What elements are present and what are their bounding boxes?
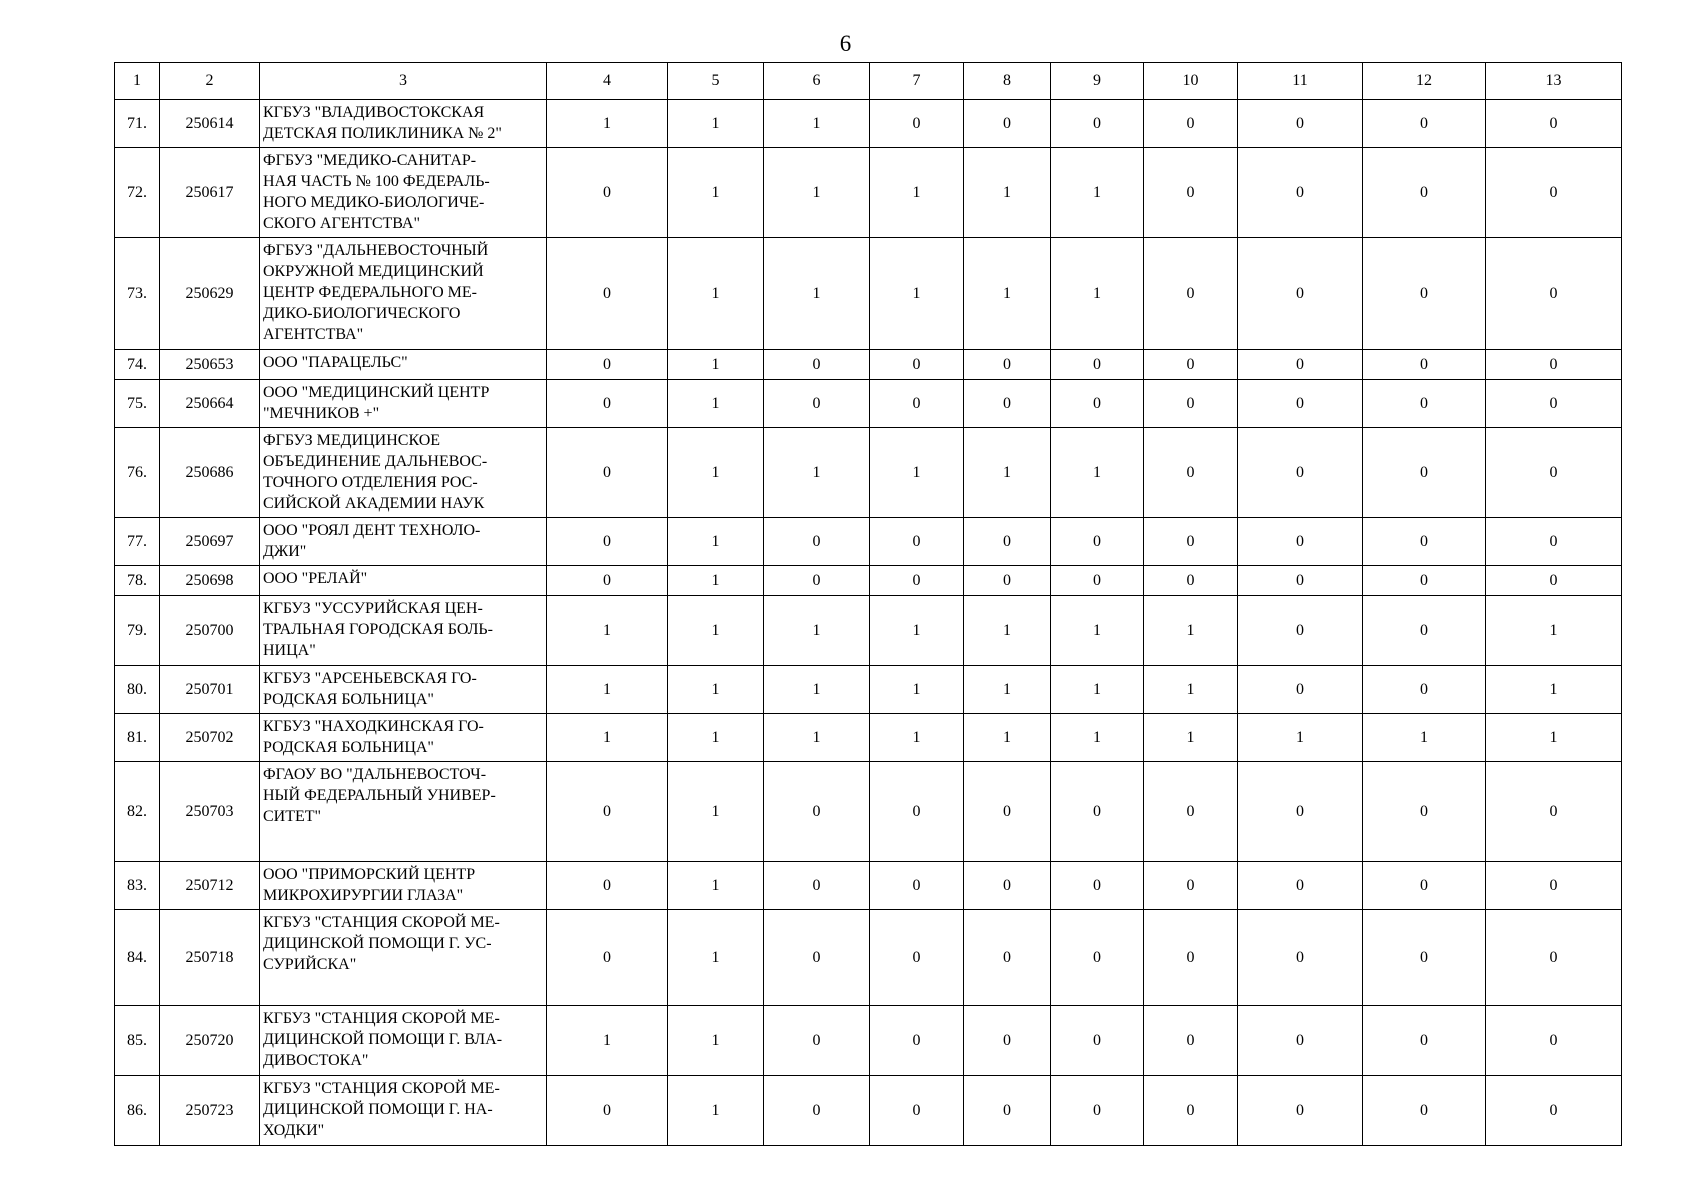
value-cell: 1: [764, 666, 870, 714]
organization-name: ООО "МЕДИЦИНСКИЙ ЦЕНТР "МЕЧНИКОВ +": [260, 380, 547, 428]
value-cell: 0: [964, 380, 1051, 428]
value-cell: 1: [547, 1006, 668, 1076]
value-cell: 0: [547, 1076, 668, 1146]
value-cell: 1: [668, 350, 764, 380]
value-cell: 0: [870, 862, 964, 910]
value-cell: 1: [668, 910, 764, 1006]
row-number: 78.: [115, 566, 160, 596]
value-cell: 0: [1486, 910, 1622, 1006]
organization-code: 250653: [160, 350, 260, 380]
value-cell: 1: [870, 596, 964, 666]
value-cell: 0: [1144, 380, 1238, 428]
organization-name: ООО "ПРИМОРСКИЙ ЦЕНТР МИКРОХИРУРГИИ ГЛАЗА": [260, 862, 547, 910]
value-cell: 1: [1144, 596, 1238, 666]
organization-code: 250697: [160, 518, 260, 566]
value-cell: 0: [1144, 1076, 1238, 1146]
table-row: [115, 518, 1622, 566]
row-number: 82.: [115, 762, 160, 862]
value-cell: 0: [1238, 428, 1363, 518]
row-number: 86.: [115, 1076, 160, 1146]
organization-name: ФГБУЗ "ДАЛЬНЕВОСТОЧНЫЙ ОКРУЖНОЙ МЕДИЦИНСКИЙ ЦЕНТР ФЕДЕРАЛЬНОГО МЕ- ДИКО-БИОЛОГИЧЕСКОГО АГЕНТСТВА": [260, 238, 547, 350]
table-row: [115, 1006, 1622, 1076]
value-cell: 0: [1486, 380, 1622, 428]
value-cell: 1: [764, 596, 870, 666]
value-cell: 0: [1238, 518, 1363, 566]
value-cell: 0: [547, 238, 668, 350]
organization-code: 250617: [160, 148, 260, 238]
organization-name: ООО "РЕЛАЙ": [260, 566, 547, 596]
organization-name: КГБУЗ "СТАНЦИЯ СКОРОЙ МЕ- ДИЦИНСКОЙ ПОМОЩИ Г. УС- СУРИЙСКА": [260, 910, 547, 1006]
value-cell: 0: [1144, 566, 1238, 596]
value-cell: 0: [1051, 1006, 1144, 1076]
value-cell: 0: [1363, 148, 1486, 238]
column-header: 11: [1238, 63, 1363, 100]
row-number: 71.: [115, 100, 160, 148]
value-cell: 0: [964, 862, 1051, 910]
column-header: 9: [1051, 63, 1144, 100]
value-cell: 0: [764, 350, 870, 380]
table-row: [115, 350, 1622, 380]
column-header: 13: [1486, 63, 1622, 100]
value-cell: 0: [1238, 666, 1363, 714]
organization-code: 250686: [160, 428, 260, 518]
value-cell: 0: [1144, 1006, 1238, 1076]
organization-name: ФГБУЗ МЕДИЦИНСКОЕ ОБЪЕДИНЕНИЕ ДАЛЬНЕВОС- ТОЧНОГО ОТДЕЛЕНИЯ РОС- СИЙСКОЙ АКАДЕМИИ НАУК: [260, 428, 547, 518]
value-cell: 0: [1363, 666, 1486, 714]
value-cell: 1: [668, 1076, 764, 1146]
value-cell: 0: [1363, 910, 1486, 1006]
value-cell: 1: [870, 148, 964, 238]
row-number: 84.: [115, 910, 160, 1006]
value-cell: 0: [764, 518, 870, 566]
table-row: [115, 714, 1622, 762]
table-row: [115, 238, 1622, 350]
row-number: 79.: [115, 596, 160, 666]
value-cell: 1: [964, 666, 1051, 714]
data-table: [114, 62, 1622, 1146]
value-cell: 1: [668, 596, 764, 666]
value-cell: 0: [764, 862, 870, 910]
value-cell: 0: [1363, 238, 1486, 350]
value-cell: 0: [1238, 762, 1363, 862]
row-number: 76.: [115, 428, 160, 518]
value-cell: 0: [1486, 100, 1622, 148]
value-cell: 1: [964, 428, 1051, 518]
value-cell: 1: [1486, 714, 1622, 762]
organization-name: КГБУЗ "АРСЕНЬЕВСКАЯ ГО- РОДСКАЯ БОЛЬНИЦА": [260, 666, 547, 714]
value-cell: 1: [668, 100, 764, 148]
row-number: 72.: [115, 148, 160, 238]
value-cell: 0: [764, 1006, 870, 1076]
value-cell: 1: [764, 238, 870, 350]
value-cell: 0: [547, 350, 668, 380]
table-row: [115, 380, 1622, 428]
value-cell: 0: [870, 380, 964, 428]
value-cell: 0: [1051, 1076, 1144, 1146]
value-cell: 1: [547, 714, 668, 762]
table-row: [115, 566, 1622, 596]
value-cell: 1: [870, 428, 964, 518]
value-cell: 0: [1486, 566, 1622, 596]
value-cell: 0: [1238, 566, 1363, 596]
value-cell: 0: [1363, 380, 1486, 428]
column-header: 10: [1144, 63, 1238, 100]
column-header: 3: [260, 63, 547, 100]
value-cell: 1: [668, 238, 764, 350]
value-cell: 0: [870, 1076, 964, 1146]
value-cell: 1: [668, 1006, 764, 1076]
organization-name: ООО "ПАРАЦЕЛЬС": [260, 350, 547, 380]
value-cell: 1: [1051, 714, 1144, 762]
row-number: 73.: [115, 238, 160, 350]
value-cell: 0: [870, 910, 964, 1006]
value-cell: 1: [1051, 148, 1144, 238]
value-cell: 0: [1144, 910, 1238, 1006]
organization-code: 250718: [160, 910, 260, 1006]
organization-code: 250712: [160, 862, 260, 910]
organization-name: ФГБУЗ "МЕДИКО-САНИТАР- НАЯ ЧАСТЬ № 100 ФЕДЕРАЛЬ- НОГО МЕДИКО-БИОЛОГИЧЕ- СКОГО АГЕНТСТВА": [260, 148, 547, 238]
value-cell: 0: [1363, 596, 1486, 666]
value-cell: 1: [870, 238, 964, 350]
value-cell: 1: [1486, 666, 1622, 714]
column-header: 1: [115, 63, 160, 100]
value-cell: 0: [1486, 350, 1622, 380]
value-cell: 0: [1486, 148, 1622, 238]
value-cell: 0: [1051, 566, 1144, 596]
value-cell: 1: [668, 862, 764, 910]
organization-name: ФГАОУ ВО "ДАЛЬНЕВОСТОЧ- НЫЙ ФЕДЕРАЛЬНЫЙ УНИВЕР- СИТЕТ": [260, 762, 547, 862]
value-cell: 0: [1486, 762, 1622, 862]
table-row: [115, 148, 1622, 238]
organization-code: 250700: [160, 596, 260, 666]
value-cell: 1: [964, 148, 1051, 238]
value-cell: 0: [1051, 100, 1144, 148]
value-cell: 0: [1144, 100, 1238, 148]
value-cell: 0: [1363, 1076, 1486, 1146]
organization-code: 250703: [160, 762, 260, 862]
value-cell: 0: [964, 566, 1051, 596]
value-cell: 1: [668, 428, 764, 518]
value-cell: 0: [1363, 350, 1486, 380]
value-cell: 0: [964, 762, 1051, 862]
organization-name: КГБУЗ "УССУРИЙСКАЯ ЦЕН- ТРАЛЬНАЯ ГОРОДСКАЯ БОЛЬ- НИЦА": [260, 596, 547, 666]
value-cell: 0: [964, 910, 1051, 1006]
value-cell: 0: [1051, 350, 1144, 380]
column-header: 5: [668, 63, 764, 100]
organization-name: КГБУЗ "ВЛАДИВОСТОКСКАЯ ДЕТСКАЯ ПОЛИКЛИНИКА № 2": [260, 100, 547, 148]
value-cell: 0: [870, 566, 964, 596]
table-row: [115, 910, 1622, 1006]
value-cell: 1: [764, 148, 870, 238]
value-cell: 0: [547, 428, 668, 518]
value-cell: 0: [1363, 762, 1486, 862]
value-cell: 1: [668, 380, 764, 428]
value-cell: 1: [1144, 714, 1238, 762]
table-row: [115, 428, 1622, 518]
table-row: [115, 100, 1622, 148]
value-cell: 0: [547, 380, 668, 428]
value-cell: 1: [547, 666, 668, 714]
value-cell: 0: [547, 862, 668, 910]
value-cell: 0: [1238, 238, 1363, 350]
value-cell: 1: [764, 428, 870, 518]
value-cell: 1: [870, 666, 964, 714]
organization-code: 250629: [160, 238, 260, 350]
value-cell: 0: [1238, 1076, 1363, 1146]
table-row: [115, 762, 1622, 862]
value-cell: 1: [547, 100, 668, 148]
value-cell: 0: [1363, 428, 1486, 518]
value-cell: 0: [1144, 350, 1238, 380]
organization-code: 250702: [160, 714, 260, 762]
value-cell: 0: [547, 910, 668, 1006]
value-cell: 0: [1144, 518, 1238, 566]
value-cell: 0: [1238, 1006, 1363, 1076]
value-cell: 0: [1238, 862, 1363, 910]
value-cell: 0: [1238, 380, 1363, 428]
value-cell: 0: [1144, 428, 1238, 518]
value-cell: 0: [964, 1006, 1051, 1076]
value-cell: 1: [964, 238, 1051, 350]
row-number: 74.: [115, 350, 160, 380]
value-cell: 0: [1486, 862, 1622, 910]
organization-code: 250664: [160, 380, 260, 428]
value-cell: 0: [1144, 762, 1238, 862]
value-cell: 0: [1051, 518, 1144, 566]
value-cell: 0: [1363, 518, 1486, 566]
value-cell: 1: [668, 566, 764, 596]
value-cell: 1: [1051, 596, 1144, 666]
value-cell: 0: [870, 350, 964, 380]
organization-code: 250701: [160, 666, 260, 714]
value-cell: 0: [1144, 862, 1238, 910]
value-cell: 1: [1051, 238, 1144, 350]
value-cell: 0: [547, 518, 668, 566]
value-cell: 0: [1051, 380, 1144, 428]
table-row: [115, 1076, 1622, 1146]
column-header: 4: [547, 63, 668, 100]
table-row: [115, 862, 1622, 910]
value-cell: 0: [547, 762, 668, 862]
value-cell: 0: [870, 762, 964, 862]
row-number: 80.: [115, 666, 160, 714]
value-cell: 0: [1363, 862, 1486, 910]
value-cell: 0: [764, 566, 870, 596]
value-cell: 0: [764, 910, 870, 1006]
value-cell: 0: [1144, 148, 1238, 238]
value-cell: 1: [668, 666, 764, 714]
organization-code: 250720: [160, 1006, 260, 1076]
table-row: [115, 666, 1622, 714]
value-cell: 0: [1486, 428, 1622, 518]
value-cell: 0: [1486, 238, 1622, 350]
value-cell: 1: [668, 518, 764, 566]
column-header: 8: [964, 63, 1051, 100]
value-cell: 0: [1363, 1006, 1486, 1076]
value-cell: 0: [547, 566, 668, 596]
value-cell: 0: [870, 100, 964, 148]
value-cell: 0: [964, 518, 1051, 566]
value-cell: 1: [870, 714, 964, 762]
value-cell: 0: [870, 1006, 964, 1076]
row-number: 85.: [115, 1006, 160, 1076]
value-cell: 0: [1238, 596, 1363, 666]
value-cell: 1: [668, 762, 764, 862]
value-cell: 0: [1486, 1006, 1622, 1076]
organization-name: КГБУЗ "СТАНЦИЯ СКОРОЙ МЕ- ДИЦИНСКОЙ ПОМОЩИ Г. НА- ХОДКИ": [260, 1076, 547, 1146]
value-cell: 0: [1051, 910, 1144, 1006]
value-cell: 0: [1051, 762, 1144, 862]
value-cell: 0: [964, 100, 1051, 148]
value-cell: 0: [1144, 238, 1238, 350]
organization-name: КГБУЗ "НАХОДКИНСКАЯ ГО- РОДСКАЯ БОЛЬНИЦА": [260, 714, 547, 762]
organization-code: 250614: [160, 100, 260, 148]
value-cell: 0: [1363, 566, 1486, 596]
value-cell: 1: [668, 148, 764, 238]
organization-name: ООО "РОЯЛ ДЕНТ ТЕХНОЛО- ДЖИ": [260, 518, 547, 566]
value-cell: 1: [964, 714, 1051, 762]
organization-code: 250723: [160, 1076, 260, 1146]
value-cell: 1: [547, 596, 668, 666]
value-cell: 0: [1238, 148, 1363, 238]
value-cell: 1: [964, 596, 1051, 666]
column-header: 7: [870, 63, 964, 100]
organization-code: 250698: [160, 566, 260, 596]
row-number: 83.: [115, 862, 160, 910]
column-header: 6: [764, 63, 870, 100]
column-header: 2: [160, 63, 260, 100]
value-cell: 0: [1238, 350, 1363, 380]
value-cell: 0: [1486, 518, 1622, 566]
value-cell: 0: [764, 1076, 870, 1146]
header-row: [115, 63, 1622, 100]
row-number: 75.: [115, 380, 160, 428]
organization-name: КГБУЗ "СТАНЦИЯ СКОРОЙ МЕ- ДИЦИНСКОЙ ПОМОЩИ Г. ВЛА- ДИВОСТОКА": [260, 1006, 547, 1076]
value-cell: 0: [964, 350, 1051, 380]
page-number: 6: [839, 31, 852, 56]
row-number: 81.: [115, 714, 160, 762]
value-cell: 1: [1486, 596, 1622, 666]
value-cell: 0: [764, 380, 870, 428]
value-cell: 0: [547, 148, 668, 238]
table-row: [115, 596, 1622, 666]
value-cell: 0: [870, 518, 964, 566]
value-cell: 1: [668, 714, 764, 762]
value-cell: 1: [1051, 428, 1144, 518]
value-cell: 0: [1486, 1076, 1622, 1146]
value-cell: 0: [764, 762, 870, 862]
value-cell: 1: [1363, 714, 1486, 762]
value-cell: 1: [1238, 714, 1363, 762]
value-cell: 0: [1363, 100, 1486, 148]
value-cell: 0: [1051, 862, 1144, 910]
value-cell: 0: [964, 1076, 1051, 1146]
value-cell: 0: [1238, 910, 1363, 1006]
value-cell: 1: [764, 714, 870, 762]
value-cell: 1: [764, 100, 870, 148]
value-cell: 0: [1238, 100, 1363, 148]
column-header: 12: [1363, 63, 1486, 100]
row-number: 77.: [115, 518, 160, 566]
value-cell: 1: [1144, 666, 1238, 714]
value-cell: 1: [1051, 666, 1144, 714]
